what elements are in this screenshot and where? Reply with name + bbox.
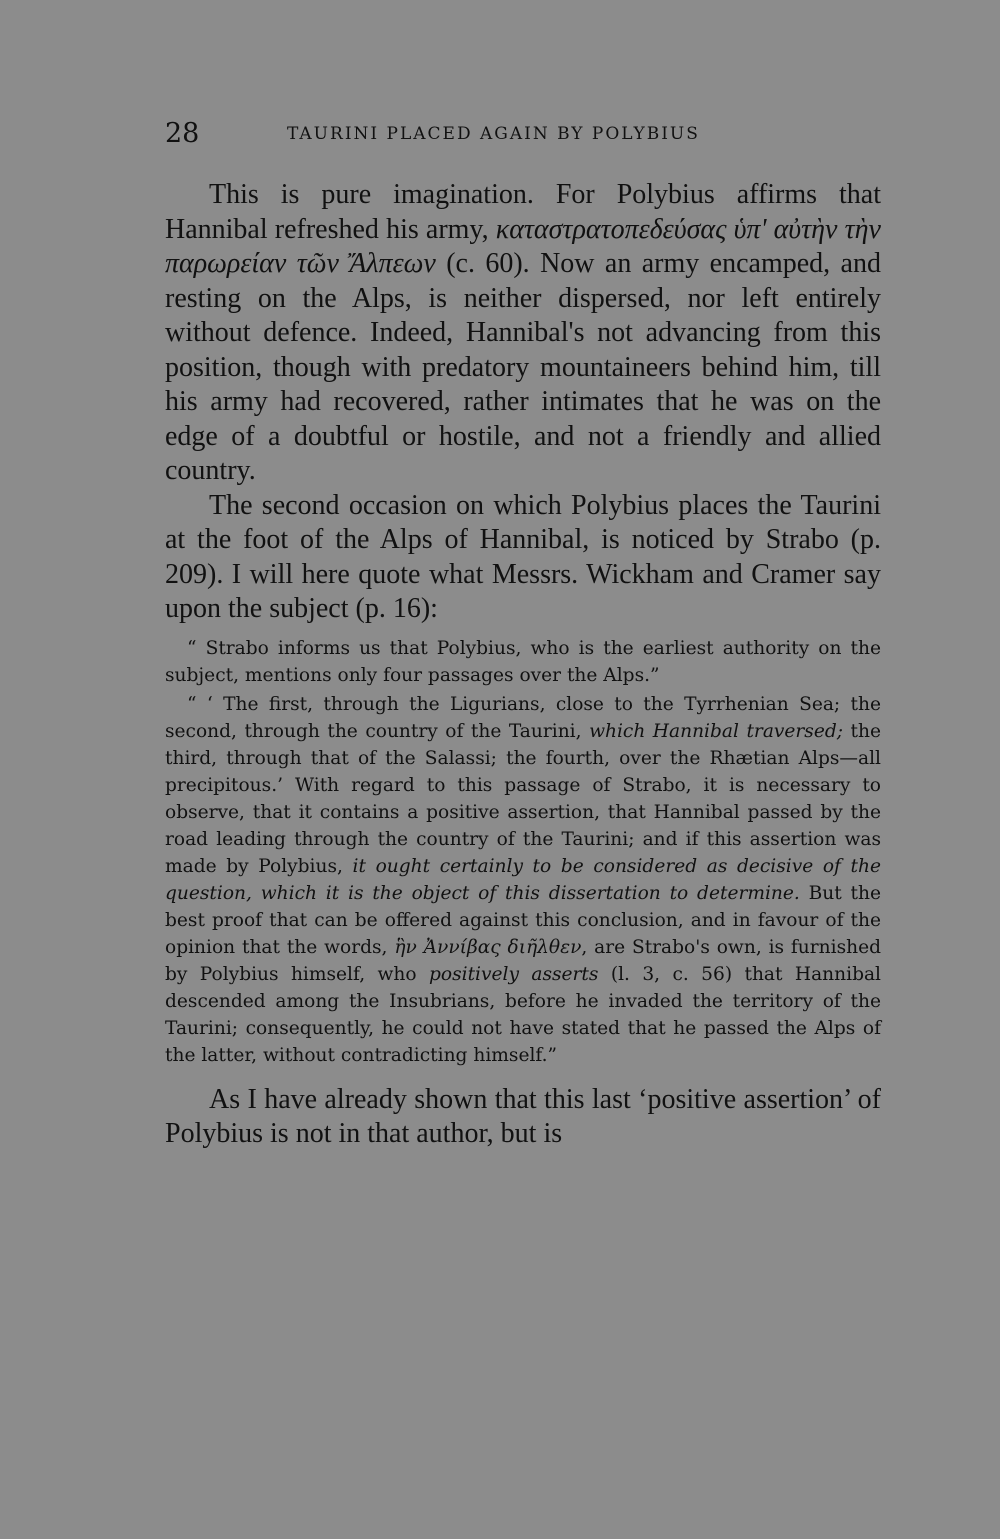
paragraph-text: The second occasion on which Polybius places the Taurini at the foot of the Alps of Hannibal, is noticed by Strabo (p. 209). I will here quote what Messrs. Wickham and Cramer say upon the subject (p. 16):: [165, 489, 881, 624]
italic-emphasis: positively asserts: [429, 963, 599, 985]
paragraph-text: This is pure imagination. For Polybius affirms that Hannibal refreshed his army,: [165, 179, 881, 245]
greek-quotation: καταστρατοπεδεύσας ὑπ' αὐτὴν τὴν παρωρείαν τῶν Ἄλπεων: [165, 213, 881, 279]
paragraph-polybius-army: [165, 178, 881, 489]
page-number: 28: [165, 118, 200, 149]
quotation-text: But the best proof that can be offered against this conclusion, and in favour of the opinion that the words,: [165, 882, 882, 958]
italic-emphasis: it ought certainly to be considered as decisive of the question, which it is the object of this dissertation to determine.: [165, 855, 881, 904]
quotation-text: “ ‘ The first, through the Ligurians, close to the Tyrrhenian Sea; the second, through the country of the Taurini,: [165, 693, 881, 742]
greek-quotation: ἣν Ἀννίβας διῆλθεν: [394, 936, 582, 958]
quotation-text: “ Strabo informs us that Polybius, who is the earliest authority on the subject, mentions only four passages over the Alps.”: [165, 637, 881, 686]
paragraph-text: (c. 60). Now an army encamped, and resting on the Alps, is neither dispersed, nor left entirely without defence. Indeed, Hannibal's not advancing from this position, though with predatory mountaineers behind him, till his army had recovered, rather intimates that he was on the edge of a doubtful or hostile, and not a friendly and allied country.: [165, 248, 881, 486]
quotation-strabo-four-passages: [165, 635, 881, 689]
quotation-text: the third, through that of the Salassi; the fourth, over the Rhætian Alps—all precipitous.’ With regard to this passage of Strabo, it is necessary to observe, that it contains a positive assertion, that Hannibal passed by the road leading through the country of the Taurini; and if this assertion was made by Polybius,: [165, 720, 881, 877]
page-header: [165, 118, 881, 154]
paragraph-second-occasion: [165, 489, 881, 627]
paragraph-positive-assertion: [165, 1083, 881, 1152]
italic-emphasis: which Hannibal traversed;: [589, 720, 844, 742]
paragraph-text: As I have already shown that this last ‘positive assertion’ of Polybius is not in that author, but is: [165, 1083, 881, 1149]
quotation-text: , are Strabo's own, is furnished by Polybius himself, who: [165, 936, 881, 985]
running-head: TAURINI PLACED AGAIN BY POLYBIUS: [287, 124, 700, 144]
book-page: [165, 118, 881, 1152]
quotation-text: (l. 3, c. 56) that Hannibal descended among the Insubrians, before he invaded the territory of the Taurini; consequently, he could not have stated that he passed the Alps of the latter, without contradicting himself.”: [165, 963, 881, 1066]
quotation-four-routes: [165, 691, 881, 1069]
